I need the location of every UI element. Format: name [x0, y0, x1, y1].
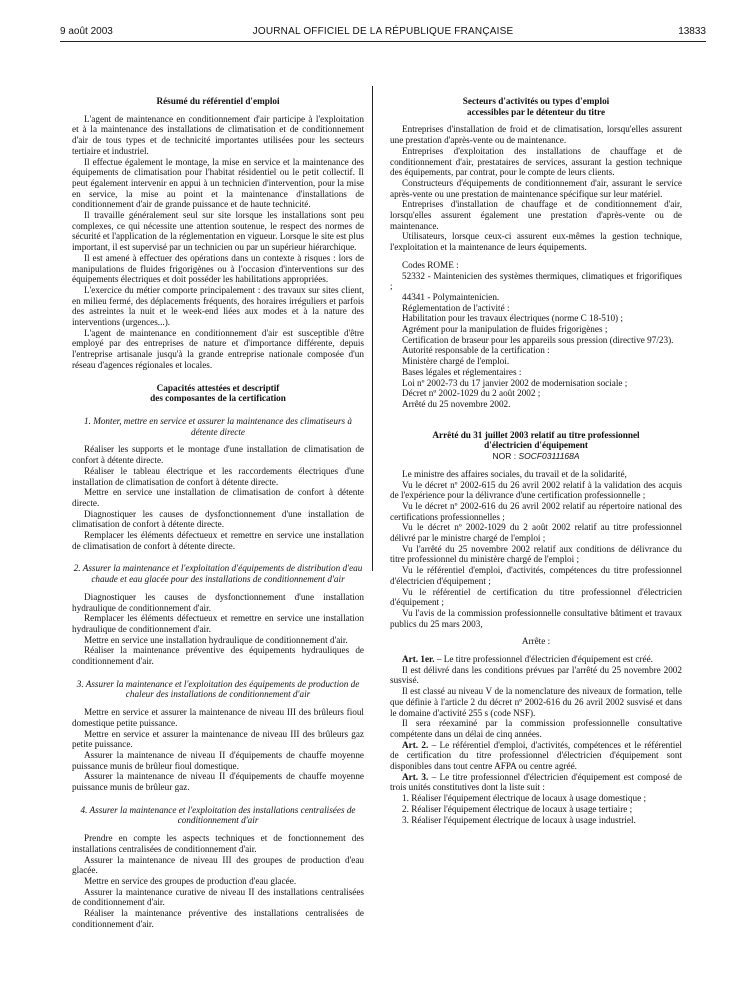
resume-para: Il travaille généralement seul sur site lorsque les installations sont peu complexes, ce qui nécessite une attention soutenue, le respect des normes de sécurité et l'application de la réglementation en vigueur. Lorsque le site est plus important, il est supervisé par un technicien ou par un supérieur hiérarchique. [72, 210, 364, 253]
section-title: 3. Assurer la maintenance et l'exploitation des équipements de production de chaleur des installations de conditionnement d'air [76, 678, 360, 700]
article-2-text: – Le référentiel d'emploi, d'activités, compétences et le référentiel de certification du titre professionnel d'électricien d'équipement sont disponibles dans tout centre AFPA ou centre agréé. [390, 739, 682, 772]
capacites-title: Capacités attestées et descriptif [156, 382, 280, 393]
section-para: Assurer la maintenance curative de niveau II des installations centralisées de conditionnement d'air. [72, 886, 364, 908]
resume-para: L'agent de maintenance en conditionnement d'air participe à l'exploitation et à la maintenance des installations de climatisation et de conditionnement d'air de tous types et de technicité importantes utilisées pour les secteurs tertiaire et industriel. [72, 113, 364, 156]
page-number: 13833 [678, 26, 706, 37]
section-para: Diagnostiquer les causes de dysfonctionnement d'une installation hydraulique de conditionnement d'air. [72, 591, 364, 613]
bases-item: Arrêté du 25 novembre 2002. [402, 398, 511, 409]
vu-para: Vu le référentiel de certification du titre professionnel d'électricien d'équipement ; [390, 586, 682, 608]
section-para: Assurer la maintenance de niveau II d'équipements de chauffe moyenne puissance munis de brûleur gaz. [72, 771, 364, 793]
journal-title: JOURNAL OFFICIEL DE LA RÉPUBLIQUE FRANÇAISE [252, 26, 514, 37]
section-para: Remplacer les éléments défectueux et remettre en service une installation de climatisation de confort à détente directe. [72, 530, 364, 551]
vu-para: Vu le décret nº 2002-616 du 26 avril 2002 relatif au répertoire national des certifications professionnelles ; [390, 500, 682, 522]
section-para: Mettre en service des groupes de production d'eau glacée. [84, 876, 297, 886]
arrete-subtitle: d'électricien d'équipement [484, 440, 588, 451]
section-para: Mettre en service une installation hydraulique de conditionnement d'air. [84, 634, 348, 645]
article-3-item: 2. Réaliser l'équipement électrique de locaux à usage tertiaire ; [402, 803, 633, 814]
bases-item: Loi nº 2002-73 du 17 janvier 2002 de modernisation sociale ; [402, 377, 628, 388]
issue-date: 9 août 2003 [60, 26, 113, 37]
bases-item: Décret nº 2002-1029 du 2 août 2002 ; [402, 388, 541, 399]
column-divider [372, 86, 373, 571]
section-para: Prendre en compte les aspects techniques et de fonctionnement des installations centralisées de conditionnement d'air. [72, 833, 364, 854]
arrete-title: Arrêté du 31 juillet 2003 relatif au titre professionnel [432, 429, 640, 440]
section-para: Réaliser la maintenance préventive des équipements hydrauliques de conditionnement d'air. [72, 645, 364, 667]
secteurs-subtitle: accessibles par le détenteur du titre [466, 106, 606, 117]
nor-code: SOCF0311168A [518, 451, 580, 462]
reglementation-item: Habilitation pour les travaux électriques (norme C 18-510) ; [402, 313, 623, 324]
article-3-label: Art. 3. [402, 771, 429, 782]
vu-para: Vu le décret nº 2002-1029 du 2 août 2002 relatif au titre professionnel délivré par le ministre chargé de l'emploi ; [390, 522, 682, 544]
section-para: Mettre en service et assurer la maintenance de niveau III des brûleurs fioul domestique petite puissance. [72, 707, 364, 728]
secteurs-para: Constructeurs d'équipements de conditionnement d'air, assurant le service après-vente ou une prestation de maintenance spécifique sur leur matériel. [390, 177, 682, 199]
resume-para: L'exercice du métier comporte principalement : des travaux sur sites client, en milieu fermé, des déplacements fréquents, des horaires irréguliers et parfois des astreintes la nuit et le week-end liées aux modes et à la nature des interventions (urgences...). [72, 284, 364, 328]
bases-label: Bases légales et réglementaires : [402, 366, 522, 377]
article-para: Il est classé au niveau V de la nomenclature des niveaux de formation, telle que définie à l'article 2 du décret nº 2002-616 du 26 avril 2002 susvisé et dans le domaine d'activité 255 s (code NSF). [390, 686, 682, 718]
section-para: Réaliser les supports et le montage d'une installation de climatisation de confort à détente directe. [72, 444, 364, 466]
resume-para: Il effectue également le montage, la mise en service et la maintenance des équipements de climatisation pour l'habitat résidentiel ou le petit collectif. Il peut également intervenir en appui à un technicien d'intervention, pour la mise en service, la mise au point et la maintenance d'installations de conditionnement d'air de grande puissance et de haute technicité. [72, 156, 364, 210]
secteurs-para: Entreprises d'installation de chauffage et de conditionnement d'air, lorsqu'elles assurent également une prestation d'après-vente ou de maintenance. [390, 199, 682, 231]
secteurs-para: Entreprises d'installation de froid et de climatisation, lorsqu'elles assurent une prestation d'après-vente ou de maintenance. [390, 124, 682, 146]
section-para: Réaliser la maintenance préventive des installations centralisées de conditionnement d'air. [72, 908, 364, 929]
ministre: Le ministre des affaires sociales, du travail et de la solidarité, [402, 468, 627, 479]
section-para: Assurer la maintenance de niveau III des groupes de production d'eau glacée. [72, 854, 364, 876]
section-para: Remplacer les éléments défectueux et remettre en service une installation hydraulique de conditionnement d'air. [72, 613, 364, 634]
ministere: Ministère chargé de l'emploi. [402, 356, 510, 367]
reglementation-item: Agrément pour la manipulation de fluides frigorigènes ; [402, 324, 608, 335]
section-para: Mettre en service et assurer la maintenance de niveau III des brûleurs gaz petite puissance. [72, 728, 364, 750]
section-title: 1. Monter, mettre en service et assurer la maintenance des climatiseurs à détente directe [84, 415, 352, 437]
section-para: Mettre en service une installation de climatisation de confort à détente directe. [72, 487, 364, 508]
vu-para: Vu l'avis de la commission professionnelle consultative bâtiment et travaux publics du 25 mars 2003, [390, 607, 682, 629]
section-para: Assurer la maintenance de niveau II d'équipements de chauffe moyenne puissance munis de brûleur fioul domestique. [72, 749, 364, 771]
secteurs-para: Entreprises d'exploitation des installations de chauffage et de conditionnement d'air, prestataires de services, assurant la gestion technique des équipements, par contrat, pour le compte de leurs clients. [390, 145, 682, 178]
left-column [72, 96, 364, 930]
article-para: Il sera réexaminé par la commission professionnelle consultative compétente dans un délai de cinq années. [390, 718, 682, 739]
secteurs-title: Secteurs d'activités ou types d'emploi [462, 96, 610, 106]
codes-rome-label: Codes ROME : [402, 259, 459, 270]
resume-title: Résumé du référentiel d'emploi [156, 96, 280, 106]
article-3 [390, 772, 682, 793]
autorite-label: Autorité responsable de la certification : [402, 345, 550, 356]
section-para: Diagnostiquer les causes de dysfonctionnement d'une installation de climatisation de confort à détente directe. [72, 508, 364, 530]
capacites-subtitle: des composantes de la certification [150, 393, 286, 404]
article-1-label: Art. 1er. [402, 654, 435, 665]
article-3-item: 3. Réaliser l'équipement électrique de locaux à usage industriel. [402, 814, 636, 825]
article-para: Il est délivré dans les conditions prévues par l'arrêté du 25 novembre 2002 susvisé. [390, 664, 682, 686]
article-1-text: – Le titre professionnel d'électricien d'équipement est créé. [434, 654, 653, 665]
secteurs-para: Utilisateurs, lorsque ceux-ci assurent eux-mêmes la gestion technique, l'exploitation et la maintenance de leurs équipements. [390, 231, 682, 253]
vu-para: Vu l'arrêté du 25 novembre 2002 relatif aux conditions de délivrance du titre professionnel du ministère chargé de l'emploi ; [390, 543, 682, 565]
resume-para: L'agent de maintenance en conditionnement d'air est susceptible d'être employé par des entreprises de nature et d'importance différente, depuis l'entreprise artisanale jusqu'à la grande entreprise nationale composée d'un réseau d'agences régionales et locales. [72, 327, 364, 370]
article-3-text: – Le titre professionnel d'électricien d'équipement est composé de trois unités constitutives dont la liste suit : [390, 771, 682, 793]
article-1 [390, 654, 682, 665]
vu-para: Vu le référentiel d'emploi, d'activités, compétences du titre professionnel d'électricien d'équipement ; [390, 565, 682, 586]
resume-para: Il est amené à effectuer des opérations dans un contexte à risques : lors de manipulations de fluides frigorigènes ou à l'occasion d'interventions sur des équipements électriques et doit posséder les habilitations appropriées. [72, 252, 364, 285]
section-para: Réaliser le tableau électrique et les raccordements électriques d'une installation de climatisation de confort à détente directe. [72, 465, 364, 487]
rome-item: 44341 - Polymaintenicien. [402, 291, 500, 302]
article-2 [390, 740, 682, 772]
article-2-label: Art. 2. [402, 739, 429, 750]
nor-line [390, 451, 682, 462]
header-rule [60, 41, 706, 42]
vu-para: Vu le décret nº 2002-615 du 26 avril 2002 relatif à la validation des acquis de l'expérience pour la délivrance d'une certification professionnelle ; [390, 479, 682, 501]
reglementation-label: Réglementation de l'activité : [402, 302, 510, 313]
right-column [390, 96, 682, 825]
nor-label: NOR : [492, 451, 517, 462]
rome-item: 52332 - Maintenicien des systèmes thermiques, climatiques et frigorifiques ; [390, 270, 682, 292]
arrete-label: Arrête : [521, 636, 551, 647]
page-header [60, 26, 706, 40]
section-title: 2. Assurer la maintenance et l'exploitation d'équipements de distribution d'eau chaude et eau glacée pour des installations de conditionnement d'air [73, 563, 363, 585]
article-3-item: 1. Réaliser l'équipement électrique de locaux à usage domestique ; [402, 793, 647, 804]
reglementation-item: Certification de braseur pour les appareils sous pression (directive 97/23). [402, 334, 674, 345]
section-title: 4. Assurer la maintenance et l'exploitation des installations centralisées de conditionnement d'air [80, 804, 356, 826]
